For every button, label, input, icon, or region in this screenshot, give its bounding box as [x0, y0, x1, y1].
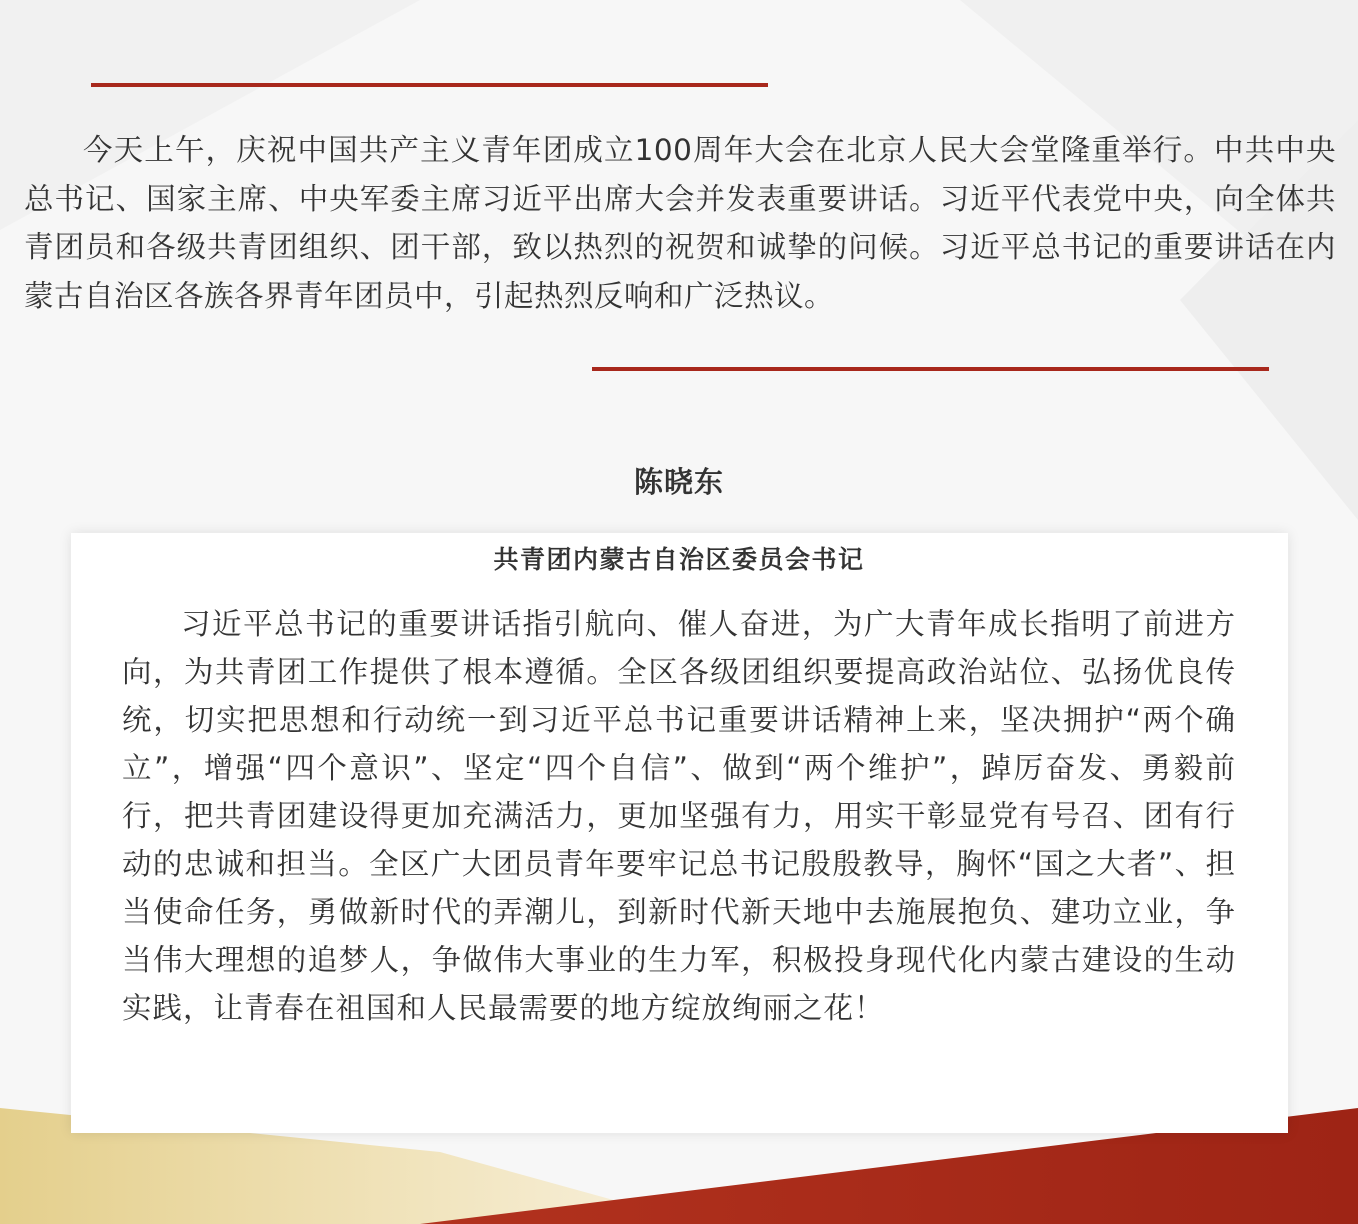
speaker-name: 陈晓东: [633, 465, 724, 499]
speaker-title: 共青团内蒙古自治区委员会书记: [493, 545, 865, 574]
top-divider: [91, 83, 768, 87]
intro-paragraph: 今天上午，庆祝中国共产主义青年团成立100周年大会在北京人民大会堂隆重举行。中共中央总书记、国家主席、中央军委主席习近平出席大会并发表重要讲话。习近平代表党中央，向全体共青团员和各级共青团组织、团干部，致以热烈的祝贺和诚挚的问候。习近平总书记的重要讲话在内蒙古自治区各族各界青年团员中，引起热烈反响和广泛热议。: [24, 133, 1336, 313]
speaker-quote: 习近平总书记的重要讲话指引航向、催人奋进，为广大青年成长指明了前进方向，为共青团工作提供了根本遵循。全区各级团组织要提高政治站位、弘扬优良传统，切实把思想和行动统一到习近平总书记重要讲话精神上来，坚决拥护“两个确立”，增强“四个意识”、坚定“四个自信”、做到“两个维护”，踔厉奋发、勇毅前行，把共青团建设得更加充满活力，更加坚强有力，用实干彰显党有号召、团有行动的忠诚和担当。全区广大团员青年要牢记总书记殷殷教导，胸怀“国之大者”、担当使命任务，勇做新时代的弄潮儿，到新时代新天地中去施展抱负、建功立业，争当伟大理想的追梦人，争做伟大事业的生力军，积极投身现代化内蒙古建设的生动实践，让青春在祖国和人民最需要的地方绽放绚丽之花！: [122, 607, 1236, 1025]
middle-divider: [592, 367, 1269, 371]
